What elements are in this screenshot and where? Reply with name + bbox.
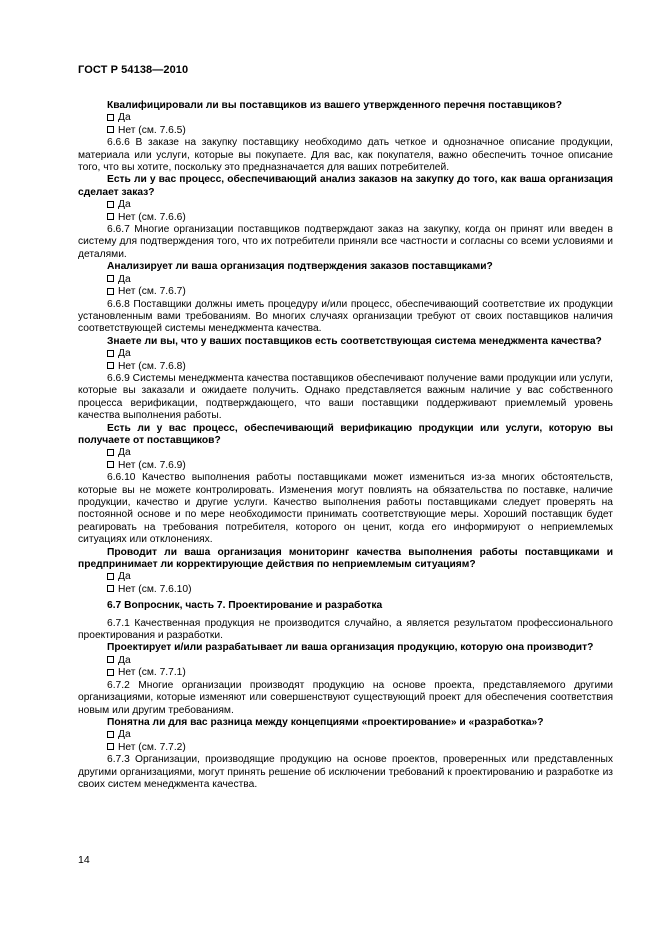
question-text: Знаете ли вы, что у ваших поставщиков есть соответствующая система менеджмента качества? [107,335,602,347]
body-paragraph: 6.6.9 Системы менеджмента качества поставщиков обеспечивают получение вами продукции или услуги, которые вы заказали и ожидаете получить. Однако представляется важным наличие у вас собственного процесса верификации, подтверждающего, что ваши поставщики поддерживают приемлемый уровень качества выполнения работы. [78,372,613,422]
answer-option-label: Нет (см. 7.6.9) [118,459,186,471]
answer-option [78,447,613,459]
answer-option [78,348,613,360]
answer-option [78,286,613,298]
checkbox-icon[interactable] [107,573,114,580]
checkbox-icon[interactable] [107,288,114,295]
answer-option-label: Нет (см. 7.7.1) [118,667,186,679]
body-paragraph: 6.7.1 Качественная продукция не производится случайно, а является результатом профессионального проектирования и разработки. [78,617,613,642]
checkbox-icon[interactable] [107,669,114,676]
answer-option-label: Нет (см. 7.6.7) [118,286,186,298]
question-text: Проводит ли ваша организация мониторинг качества выполнения работы поставщиками и предпринимает ли корректирующие действия по неприемлемым ситуациям? [78,546,613,571]
answer-option-label: Да [118,654,131,666]
section-heading: 6.7 Вопросник, часть 7. Проектирование и разработка [107,600,383,612]
checkbox-icon[interactable] [107,275,114,282]
question-text: Есть ли у вас процесс, обеспечивающий анализ заказов на закупку до того, как ваша организация сделает заказ? [78,174,613,198]
answer-option-label: Да [118,571,131,583]
checkbox-icon[interactable] [107,731,114,738]
answer-option-label: Да [118,112,131,124]
question-text: Понятна ли для вас разница между концепциями «проектирование» и «разработка»? [107,716,544,728]
checkbox-icon[interactable] [107,656,114,663]
answer-option-label: Да [118,729,131,741]
answer-option [78,460,613,472]
answer-option [78,125,613,137]
answer-option [78,361,613,373]
checkbox-icon[interactable] [107,449,114,456]
answer-option-label: Нет (см. 7.7.2) [118,741,186,753]
answer-option [78,742,613,754]
document-content [78,100,613,791]
checkbox-icon[interactable] [107,114,114,121]
body-paragraph: 6.6.10 Качество выполнения работы поставщиками может измениться из-за многих обстоятельств, которые вы не можете контролировать. Изменения могут повлиять на обязательства по поставке, наличие продукции, качество и другие услуги. Качество выполнения работы поставщиками следует проверять на постоянной основе и по мере необходимости принимать соответствующие меры. Хороший поставщик будет реагировать на требования потребителя, которого он ценит, когда его информируют о неприемлемых ситуациях или отклонениях. [78,472,613,546]
body-paragraph: 6.6.6 В заказе на закупку поставщику необходимо дать четкое и однозначное описание продукции, материала или услуги, которые вы покупаете. Для вас, как покупателя, важно обеспечить точное описание того, что вы хотите, поскольку это предназначается для ваших потребителей. [78,137,613,174]
answer-option [78,667,613,679]
question-text: Анализирует ли ваша организация подтверждения заказов поставщиками? [107,261,493,273]
checkbox-icon[interactable] [107,201,114,208]
checkbox-icon[interactable] [107,461,114,468]
answer-option-label: Нет (см. 7.6.10) [118,583,192,595]
checkbox-icon[interactable] [107,743,114,750]
checkbox-icon[interactable] [107,126,114,133]
answer-option-label: Да [118,348,131,360]
question-text: Есть ли у вас процесс, обеспечивающий верификацию продукции или услуги, которую вы получаете от поставщиков? [78,422,613,446]
checkbox-icon[interactable] [107,585,114,592]
answer-option-label: Да [118,199,131,211]
body-paragraph: 6.7.2 Многие организации производят продукцию на основе проекта, представляемого другими организациями, которые изменяют или совершенствуют существующий проект для обеспечения соответствия новым или другим требованиям. [78,679,613,716]
answer-option [78,584,613,596]
answer-option-label: Да [118,273,131,285]
document-code: ГОСТ Р 54138—2010 [78,64,189,76]
answer-option [78,729,613,741]
answer-option-label: Нет (см. 7.6.5) [118,124,186,136]
answer-option-label: Нет (см. 7.6.8) [118,360,186,372]
answer-option [78,655,613,667]
answer-option-label: Да [118,447,131,459]
question-text: Квалифицировали ли вы поставщиков из вашего утвержденного перечня поставщиков? [107,100,562,111]
document-page [78,64,613,791]
answer-option-label: Нет (см. 7.6.6) [118,211,186,223]
body-paragraph: 6.6.8 Поставщики должны иметь процедуру и/или процесс, обеспечивающий соответствие их продукции установленным вами требованиям. Во многих случаях организации требуют от своих поставщиков наличия соответствующей системы менеджмента качества. [78,298,613,335]
checkbox-icon[interactable] [107,213,114,220]
checkbox-icon[interactable] [107,350,114,357]
answer-option [78,212,613,224]
checkbox-icon[interactable] [107,362,114,369]
answer-option [78,274,613,286]
page-number: 14 [78,854,90,866]
answer-option [78,571,613,583]
body-paragraph: 6.6.7 Многие организации поставщиков подтверждают заказ на закупку, когда он принят или введен в систему для подтверждения того, что их потребители приняли все частности и согласны со всеми условиями и деталями. [78,224,613,260]
answer-option [78,199,613,211]
body-paragraph: 6.7.3 Организации, производящие продукцию на основе проектов, проверенных или представленных другими организациями, могут принять решение об исключении требований к проектированию и разработке из своих систем менеджмента качества. [78,754,613,790]
question-text: Проектирует и/или разрабатывает ли ваша организация продукцию, которую она производит? [107,642,594,654]
answer-option [78,112,613,124]
